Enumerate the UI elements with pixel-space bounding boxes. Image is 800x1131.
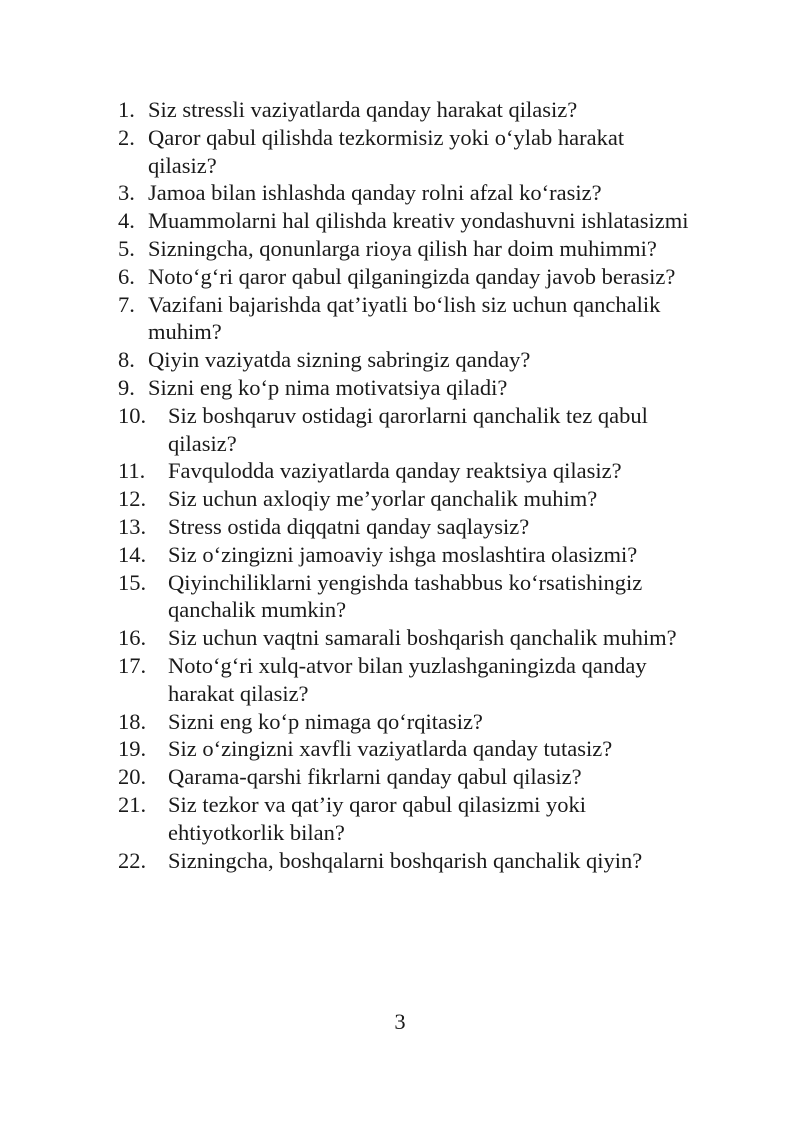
question-number: 18.: [118, 708, 147, 734]
question-item: [118, 569, 698, 625]
question-item: [118, 847, 698, 875]
question-item: [118, 291, 698, 347]
question-number: 17.: [118, 652, 147, 678]
page-number: 3: [394, 1009, 406, 1034]
question-item: [118, 513, 698, 541]
question-number: 9.: [118, 374, 135, 400]
question-item: [118, 791, 698, 847]
question-text: Qiyin vaziyatda sizning sabringiz qanday?: [148, 347, 531, 373]
question-text: Siz o‘zingizni xavfli vaziyatlarda qanday tutasiz?: [168, 736, 613, 762]
question-number: 8.: [118, 347, 135, 373]
question-text: Favqulodda vaziyatlarda qanday reaktsiya qilasiz?: [168, 458, 622, 484]
question-number: 14.: [118, 541, 147, 567]
question-item: [118, 124, 698, 180]
question-number: 7.: [118, 291, 135, 317]
question-item: [118, 402, 698, 458]
question-text: Noto‘g‘ri qaror qabul qilganingizda qanday javob berasiz?: [148, 263, 676, 289]
question-text: Qaror qabul qilishda tezkormisiz yoki o‘ylab harakat qilasiz?: [148, 124, 625, 178]
question-number: 13.: [118, 513, 147, 539]
question-item: [118, 263, 698, 291]
question-text: Sizningcha, qonunlarga rioya qilish har doim muhimmi?: [148, 235, 657, 261]
question-number: 12.: [118, 486, 147, 512]
question-item: [118, 96, 698, 124]
question-item: [118, 708, 698, 736]
question-number: 1.: [118, 97, 135, 122]
question-number: 11.: [118, 458, 146, 484]
question-number: 20.: [118, 764, 147, 790]
question-number: 10.: [118, 402, 147, 428]
question-list: [118, 96, 698, 874]
question-text: Sizni eng ko‘p nima motivatsiya qiladi?: [148, 374, 508, 400]
question-item: [118, 346, 698, 374]
question-item: [118, 541, 698, 569]
question-text: Sizningcha, boshqalarni boshqarish qanchalik qiyin?: [168, 847, 643, 873]
question-number: 19.: [118, 736, 147, 762]
question-item: [118, 763, 698, 791]
question-number: 6.: [118, 263, 135, 289]
question-text: Jamoa bilan ishlashda qanday rolni afzal ko‘rasiz?: [148, 180, 602, 206]
question-text: Vazifani bajarishda qat’iyatli bo‘lish siz uchun qanchalik muhim?: [148, 291, 661, 345]
question-number: 3.: [118, 180, 135, 206]
question-item: [118, 235, 698, 263]
question-text: Siz uchun axloqiy me’yorlar qanchalik muhim?: [168, 486, 598, 512]
question-text: Siz uchun vaqtni samarali boshqarish qanchalik muhim?: [168, 625, 677, 651]
question-item: [118, 374, 698, 402]
question-text: Muammolarni hal qilishda kreativ yondashuvni ishlatasizmi: [148, 208, 689, 234]
question-item: [118, 735, 698, 763]
question-number: 16.: [118, 625, 147, 651]
question-number: 5.: [118, 235, 135, 261]
question-item: [118, 652, 698, 708]
question-number: 2.: [118, 124, 135, 150]
question-number: 15.: [118, 569, 147, 595]
question-text: Siz tezkor va qat’iy qaror qabul qilasizmi yoki ehtiyotkorlik bilan?: [168, 791, 587, 845]
question-number: 22.: [118, 847, 147, 873]
question-number: 21.: [118, 791, 147, 817]
question-text: Sizni eng ko‘p nimaga qo‘rqitasiz?: [168, 708, 483, 734]
question-number: 4.: [118, 208, 135, 234]
question-text: Siz o‘zingizni jamoaviy ishga moslashtira olasizmi?: [168, 541, 638, 567]
question-text: Stress ostida diqqatni qanday saqlaysiz?: [168, 513, 530, 539]
question-item: [118, 207, 698, 235]
question-item: [118, 624, 698, 652]
question-item: [118, 485, 698, 513]
question-text: Siz stressli vaziyatlarda qanday harakat qilasiz?: [148, 97, 578, 122]
question-item: [118, 179, 698, 207]
question-item: [118, 457, 698, 485]
question-text: Qarama-qarshi fikrlarni qanday qabul qilasiz?: [168, 764, 582, 790]
question-text: Qiyinchiliklarni yengishda tashabbus ko‘rsatishingiz qanchalik mumkin?: [168, 569, 643, 623]
question-text: Siz boshqaruv ostidagi qarorlarni qanchalik tez qabul qilasiz?: [168, 402, 648, 456]
question-text: Noto‘g‘ri xulq-atvor bilan yuzlashganingizda qanday harakat qilasiz?: [168, 652, 647, 706]
